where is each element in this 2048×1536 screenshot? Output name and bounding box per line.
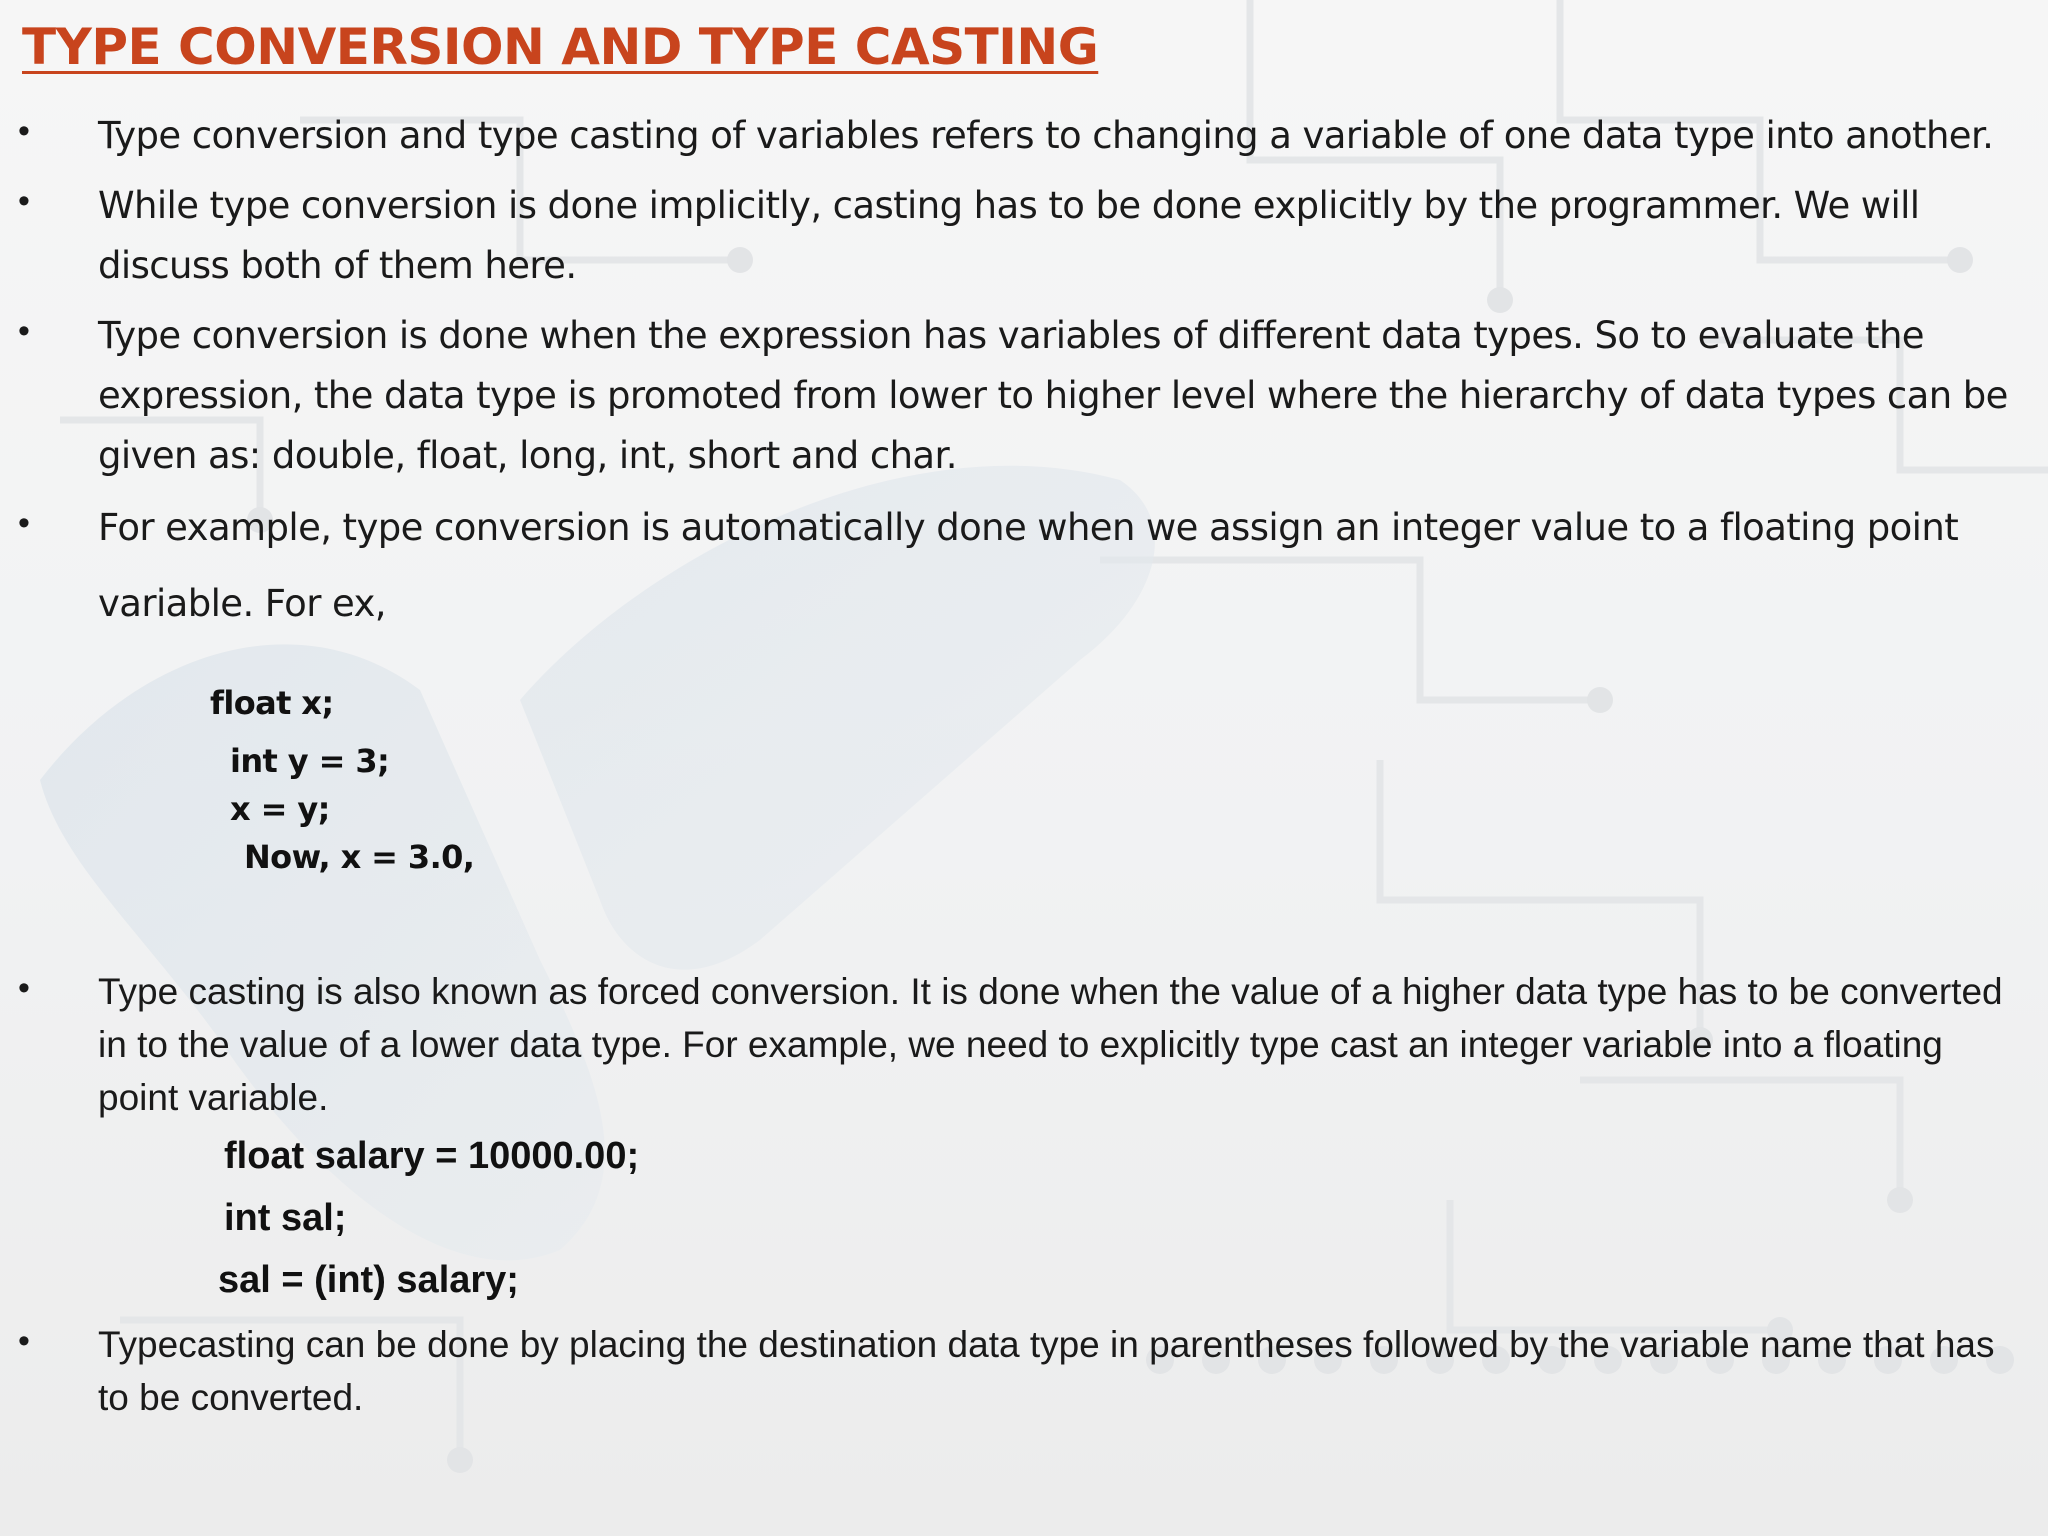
code-line: int y = 3; [230,742,390,780]
code-line: float x; [210,684,334,722]
bullet-text: While type conversion is done implicitly, casting has to be done explicitly by the programmer. We will discuss both of them here. [98,184,1920,287]
bullet-text: Type conversion is done when the expression has variables of different data types. So to evaluate the expression, the data type is promoted from lower to higher level where the hierarchy of data types can be given as: double, float, long, int, short and char. [98,314,2008,477]
code-line: sal = (int) salary; [218,1259,519,1301]
bullet-marker: • [18,182,30,220]
bullet-text: Type casting is also known as forced conversion. It is done when the value of a higher data type has to be converted in to the value of a lower data type. For example, we need to explicitly type cast an integer variable into a floating point variable. [98,971,2003,1118]
bullet-marker: • [18,312,30,350]
bullet-marker: • [18,1322,30,1360]
code-line: Now, x = 3.0, [244,838,475,876]
code-line: float salary = 10000.00; [224,1135,640,1177]
bullet-text: For example, type conversion is automatically done when we assign an integer value to a floating point [98,506,1959,549]
bullet-marker: • [18,504,30,542]
slide-title: TYPE CONVERSION AND TYPE CASTING [22,18,1099,76]
bullet-text: Type conversion and type casting of variables refers to changing a variable of one data type into another. [98,114,1994,157]
bullet-marker: • [18,969,30,1007]
bullet-marker: • [18,112,30,150]
code-line: x = y; [230,790,330,828]
bullet-text: Typecasting can be done by placing the destination data type in parentheses followed by the variable name that has to be converted. [98,1324,1995,1418]
code-line: int sal; [224,1197,347,1239]
bullet-text: variable. For ex, [98,582,386,625]
